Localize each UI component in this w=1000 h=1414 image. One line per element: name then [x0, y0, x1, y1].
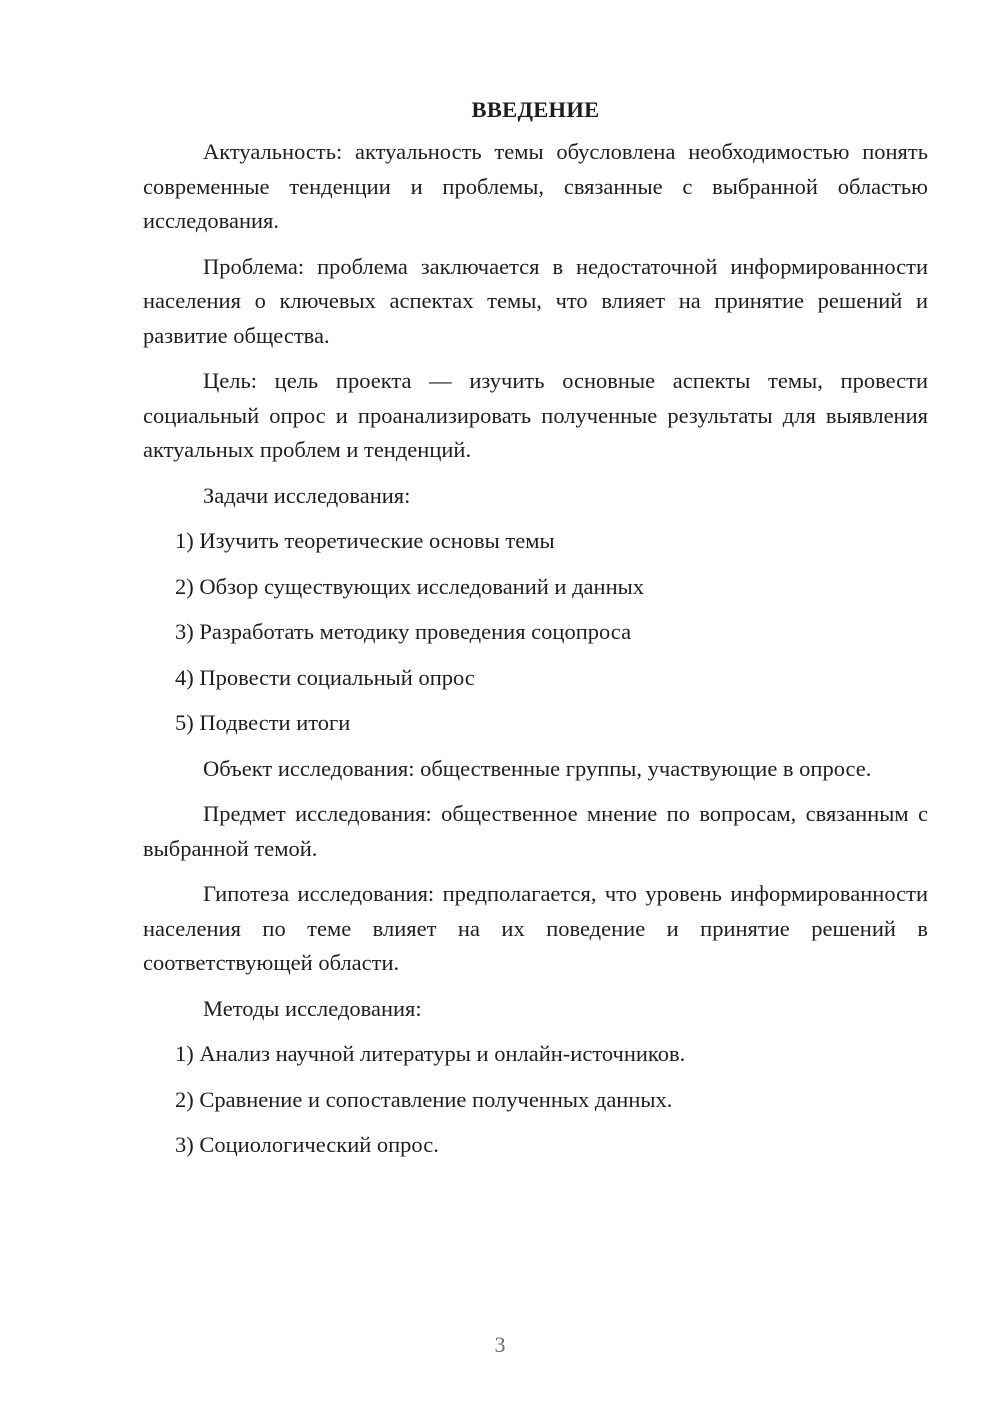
object-paragraph: Объект исследования: общественные группы, участвующие в опросе. [203, 755, 872, 781]
task-item-1: 1) Изучить теоретические основы темы [175, 528, 555, 553]
methods-heading: Методы исследования: [203, 995, 422, 1021]
tasks-heading: Задачи исследования: [203, 482, 411, 508]
task-item-4: 4) Провести социальный опрос [175, 664, 475, 690]
subject-paragraph: Предмет исследования: общественное мнение по вопросам, связанным с выбранной темой. [143, 801, 928, 861]
task-item-2: 2) Обзор существующих исследований и данных [175, 573, 644, 599]
problem-paragraph: Проблема: проблема заключается в недостаточной информированности населения о ключевых аспектах темы, что влияет на принятие решений и развитие общества. [143, 253, 928, 348]
relevance-paragraph: Актуальность: актуальность темы обусловлена необходимостью понять современные тенденции и проблемы, связанные с выбранной областью исследования. [143, 139, 928, 233]
page-number: 3 [494, 1332, 506, 1357]
goal-paragraph: Цель: цель проекта — изучить основные аспекты темы, провести социальный опрос и проанализировать полученные результаты для выявления актуальных проблем и тенденций. [143, 368, 928, 462]
hypothesis-paragraph: Гипотеза исследования: предполагается, что уровень информированности населения по теме влияет на их поведение и принятие решений в соответствующей области. [143, 881, 928, 975]
section-title: ВВЕДЕНИЕ [471, 97, 600, 122]
task-item-5: 5) Подвести итоги [175, 710, 351, 735]
document-body [143, 88, 928, 1174]
method-item-2: 2) Сравнение и сопоставление полученных данных. [175, 1086, 673, 1112]
task-item-3: 3) Разработать методику проведения соцопроса [175, 619, 632, 644]
tasks-list [143, 524, 928, 741]
methods-list [143, 1037, 928, 1163]
method-item-1: 1) Анализ научной литературы и онлайн-источников. [175, 1041, 686, 1066]
method-item-3: 3) Социологический опрос. [175, 1132, 439, 1157]
